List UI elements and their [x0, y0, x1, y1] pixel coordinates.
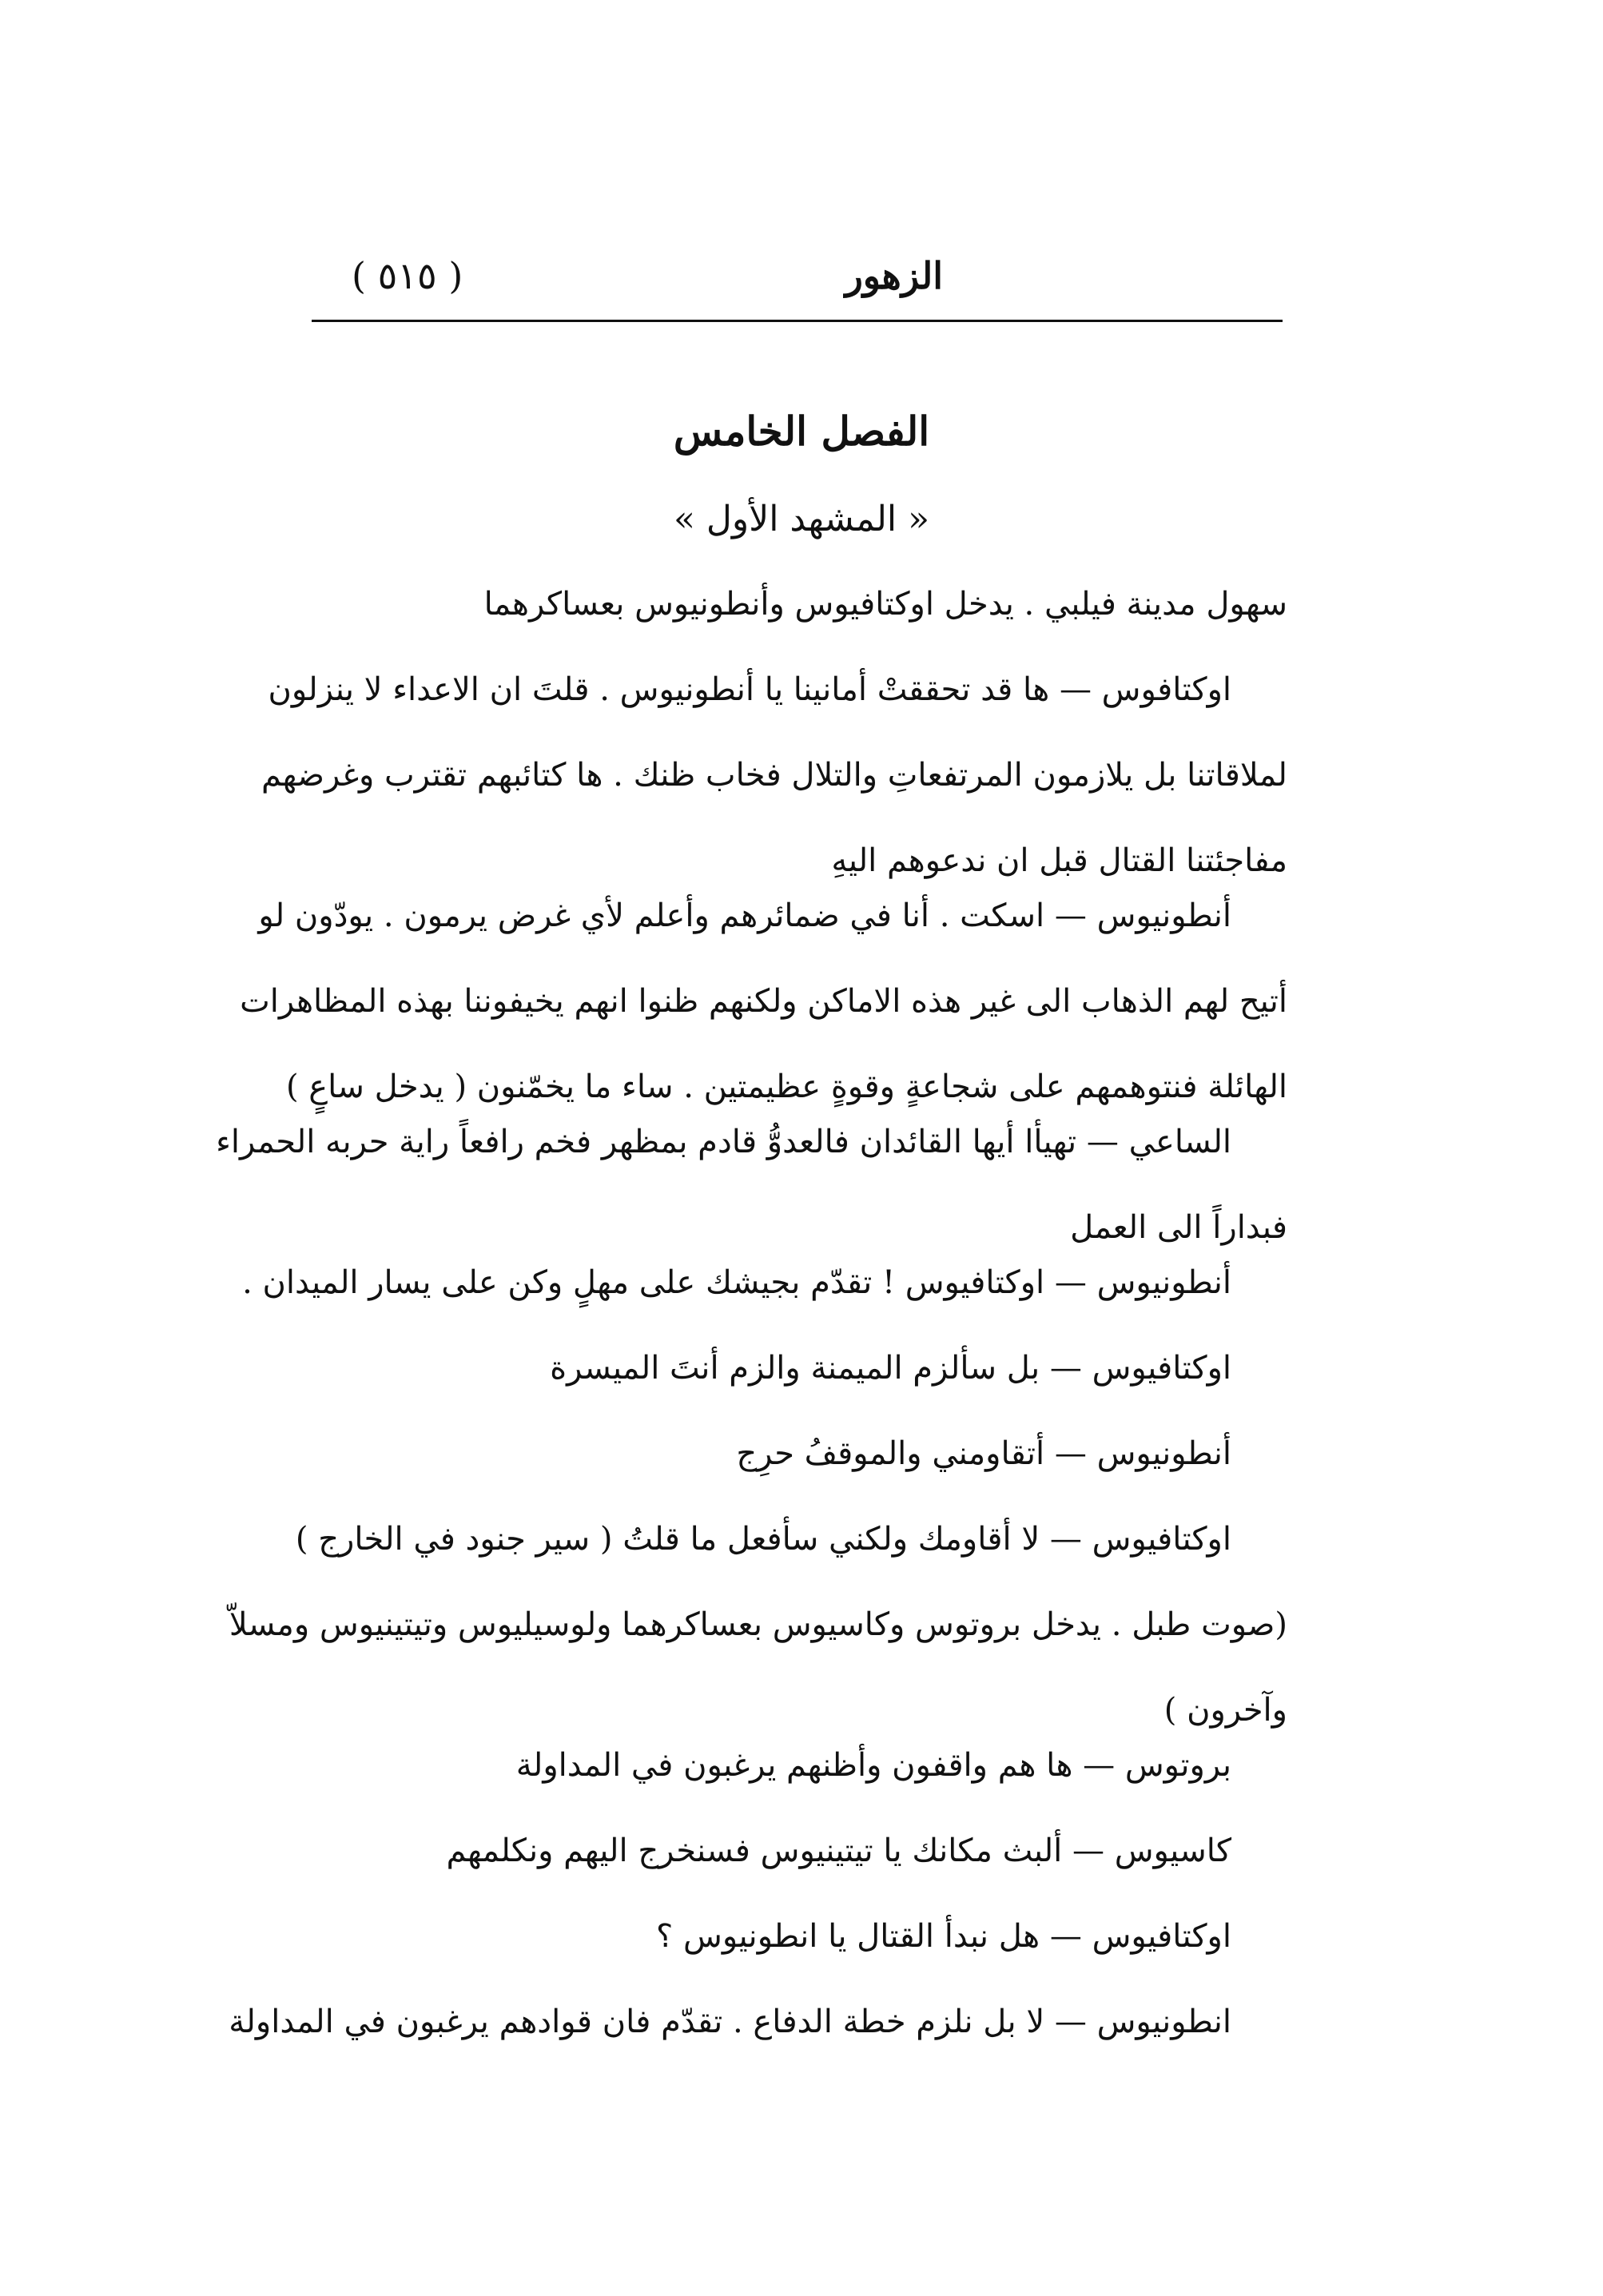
dialogue-line: أنطونيوس — اوكتافيوس ! تقدّم بجيشك على مهلٍ وكن على يسار الميدان . [242, 1264, 1231, 1301]
dialogue-line: انطونيوس — لا بل نلزم خطة الدفاع . تقدّم فان قوادهم يرغبون في المداولة [229, 2004, 1231, 2040]
dialogue-line: أنطونيوس — أتقاومني والموقفُ حرِج [736, 1435, 1231, 1472]
dialogue-line: فبداراً الى العمل [1070, 1209, 1287, 1246]
page-number: ( ٥١٥ ) [352, 254, 463, 297]
dialogue-line: لملاقاتنا بل يلازمون المرتفعاتِ والتلال فخاب ظنك . ها كتائبهم تقترب وغرضهم [261, 757, 1287, 794]
dialogue-line: اوكتافيوس — هل نبدأ القتال يا انطونيوس ؟ [656, 1918, 1231, 1955]
dialogue-line: اوكتافيوس — بل سألزم الميمنة والزم أنتَ الميسرة [550, 1350, 1231, 1387]
stage-direction-setting: سهول مدينة فيلبي . يدخل اوكتافيوس وأنطونيوس بعساكرهما [483, 586, 1287, 623]
dialogue-line: كاسيوس — ألبث مكانك يا تيتينيوس فسنخرج اليهم ونكلمهم [446, 1832, 1231, 1869]
chapter-title: الفصل الخامس [673, 408, 930, 455]
stage-direction: وآخرون ) [1163, 1692, 1287, 1729]
dialogue-line: أتيح لهم الذهاب الى غير هذه الاماكن ولكنهم ظنوا انهم يخيفوننا بهذه المظاهرات [240, 983, 1287, 1020]
dialogue-line: الساعي — تهيأا أيها القائدان فالعدوُّ قادم بمظهر فخم رافعاً راية حربه الحمراء [216, 1124, 1231, 1160]
dialogue-line: اوكتافيوس — لا أقاومك ولكني سأفعل ما قلتُ ( سير جنود في الخارج ) [295, 1521, 1231, 1558]
dialogue-line: بروتوس — ها هم واقفون وأظنهم يرغبون في المداولة [515, 1747, 1231, 1784]
dialogue-line: أنطونيوس — اسكت . أنا في ضمائرهم وأعلم لأي غرض يرمون . يودّون لو [258, 897, 1231, 934]
header-rule [312, 320, 1283, 322]
running-header [312, 240, 1279, 312]
dialogue-line: مفاجئتنا القتال قبل ان ندعوهم اليهِ [831, 842, 1287, 879]
running-title: الزهور [845, 254, 943, 297]
dialogue-line: الهائلة فنتوهمهم على شجاعةٍ وقوةٍ عظيمتين . ساء ما يخمّنون ( يدخل ساعٍ ) [285, 1068, 1287, 1105]
dialogue-line: اوكتافوس — ها قد تحققتْ أمانينا يا أنطونيوس . قلتَ ان الاعداء لا ينزلون [268, 671, 1231, 708]
stage-direction: (صوت طبل . يدخل بروتوس وكاسيوس بعساكرهما ولوسيليوس وتيتينيوس ومسلاّ [229, 1606, 1287, 1643]
scene-title: « المشهد الأول » [673, 499, 930, 539]
